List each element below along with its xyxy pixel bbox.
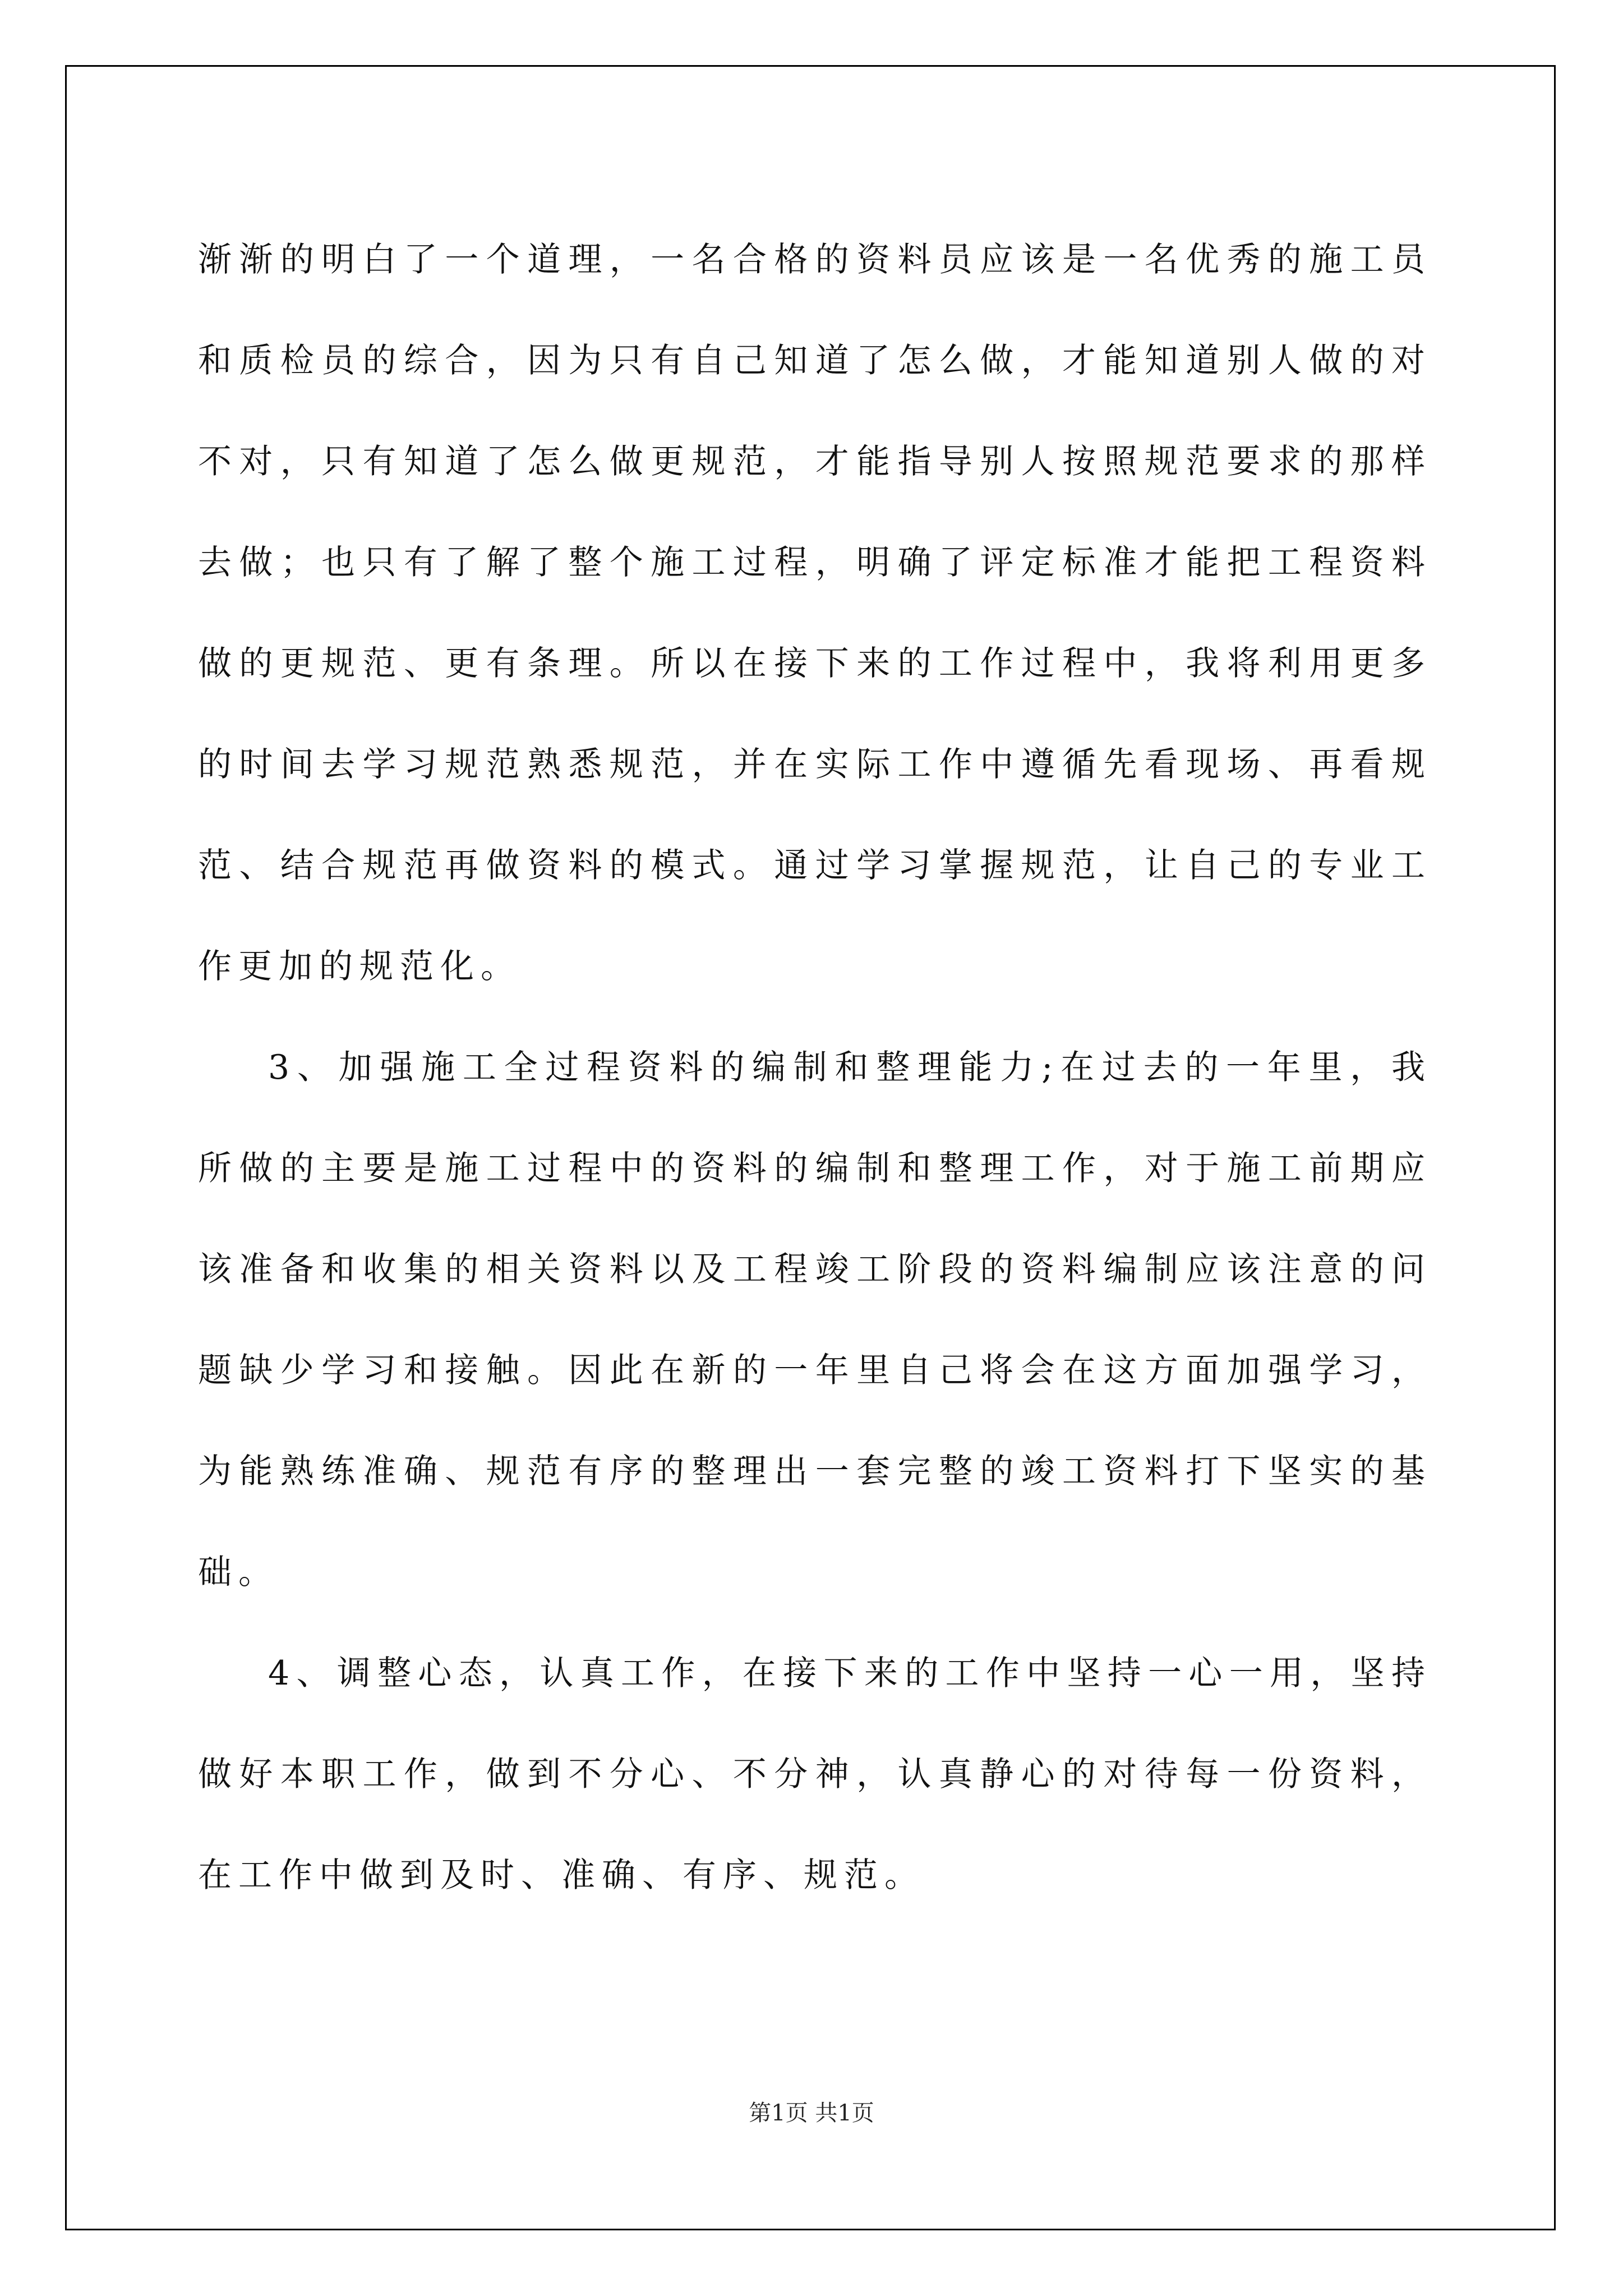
- document-body: [198, 209, 1432, 1926]
- text-line: 渐渐的明白了一个道理，一名合格的资料员应该是一名优秀的施工员: [198, 240, 1432, 279]
- text-line: 所做的主要是施工过程中的资料的编制和整理工作，对于施工前期应: [198, 1149, 1432, 1188]
- text-line: 和质检员的综合，因为只有自己知道了怎么做，才能知道别人做的对: [198, 341, 1432, 380]
- text-line: 该准备和收集的相关资料以及工程竣工阶段的资料编制应该注意的问: [198, 1250, 1432, 1289]
- text-line: 题缺少学习和接触。因此在新的一年里自己将会在这方面加强学习，: [198, 1351, 1432, 1390]
- paragraph-1: [198, 209, 1432, 1017]
- text-line: 去做；也只有了解了整个施工过程，明确了评定标准才能把工程资料: [198, 543, 1432, 582]
- text-line: 的时间去学习规范熟悉规范，并在实际工作中遵循先看现场、再看规: [198, 745, 1432, 784]
- text-line: 作更加的规范化。: [198, 947, 521, 986]
- text-line: 为能熟练准确、规范有序的整理出一套完整的竣工资料打下坚实的基: [198, 1452, 1432, 1491]
- text-line: 做好本职工作，做到不分心、不分神，认真静心的对待每一份资料，: [198, 1755, 1432, 1794]
- text-line: 3、加强施工全过程资料的编制和整理能力;在过去的一年里，我: [268, 1048, 1432, 1087]
- text-line: 4、调整心态，认真工作，在接下来的工作中坚持一心一用，坚持: [268, 1654, 1432, 1693]
- text-line: 范、结合规范再做资料的模式。通过学习掌握规范，让自己的专业工: [198, 846, 1432, 885]
- text-line: 础。: [198, 1553, 279, 1592]
- page-footer: 第1页 共1页: [749, 2100, 874, 2126]
- paragraph-3: [198, 1623, 1432, 1926]
- paragraph-2: [198, 1017, 1432, 1623]
- text-line: 做的更规范、更有条理。所以在接下来的工作过程中，我将利用更多: [198, 644, 1432, 683]
- text-line: 在工作中做到及时、准确、有序、规范。: [198, 1856, 925, 1895]
- text-line: 不对，只有知道了怎么做更规范，才能指导别人按照规范要求的那样: [198, 442, 1432, 481]
